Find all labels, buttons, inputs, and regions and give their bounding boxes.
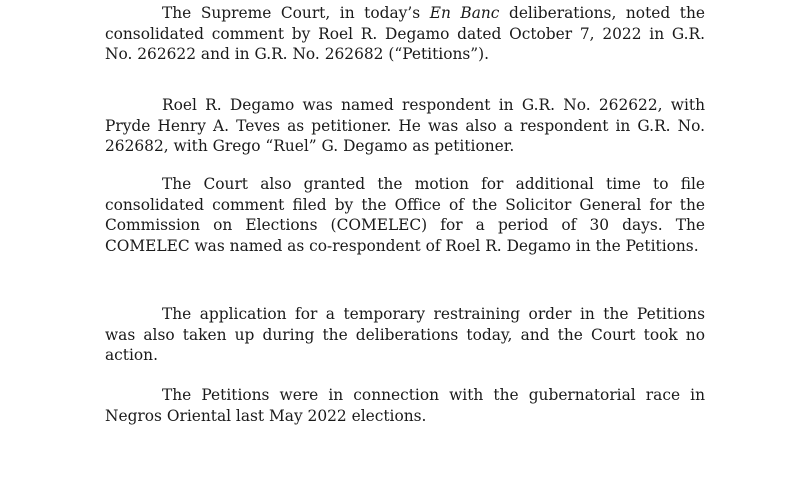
paragraph-text: The Court also granted the motion for additional time to file consolidated comment filed by the Office of the Solicitor General for the Commission on Elections (COMELEC) for a period of 30 days. The COMELEC was named as co-respondent of Roel R. Degamo in the Petitions. — [105, 175, 705, 255]
paragraph-text: The Petitions were in connection with the gubernatorial race in Negros Oriental last May 2022 elections. — [105, 386, 705, 425]
paragraph-gubernatorial-race — [105, 385, 705, 426]
paragraph-segment: deliberations, noted the consolidated comment by Roel R. Degamo dated October 7, 2022 in G.R. No. 262622 and in G.R. No. 262682 (“Petitions”). — [105, 4, 705, 63]
paragraph-text: The application for a temporary restraining order in the Petitions was also taken up during the deliberations today, and the Court took no action. — [105, 305, 705, 364]
paragraph-segment: The Supreme Court, in today’s — [162, 4, 430, 22]
paragraph-text: Roel R. Degamo was named respondent in G.R. No. 262622, with Pryde Henry A. Teves as petitioner. He was also a respondent in G.R. No. 262682, with Grego “Ruel” G. Degamo as petitioner. — [105, 96, 705, 155]
paragraph-tro-application — [105, 304, 705, 366]
en-banc-italic: En Banc — [429, 4, 500, 22]
paragraph-motion-granted — [105, 174, 705, 256]
paragraph-supreme-court-noted — [105, 3, 705, 65]
paragraph-degamo-respondent — [105, 95, 705, 157]
paragraph-text — [105, 3, 705, 65]
